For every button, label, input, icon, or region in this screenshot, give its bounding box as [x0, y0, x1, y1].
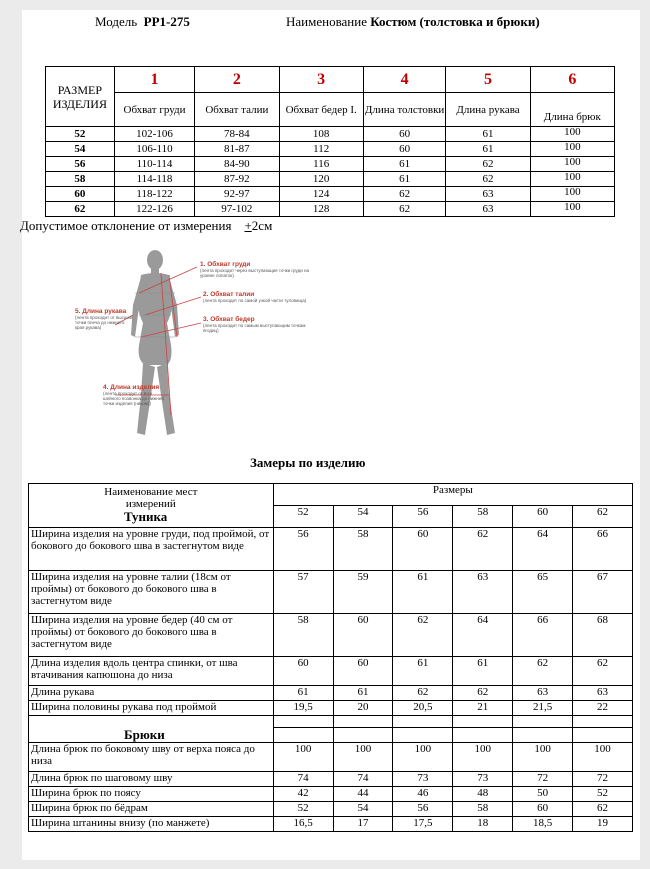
- value-cell: 100: [530, 187, 614, 202]
- measure-value: 62: [513, 657, 573, 686]
- measure-label: Ширина брюк по бёдрам: [29, 802, 274, 817]
- measure-value: 67: [573, 571, 633, 614]
- measure-value: 66: [573, 528, 633, 571]
- measure-value: 22: [573, 701, 633, 716]
- measure-value: 62: [573, 657, 633, 686]
- measure-value: 100: [333, 743, 393, 772]
- measure-value: 20: [333, 701, 393, 716]
- measure-value: 61: [453, 657, 513, 686]
- measure-row: [29, 701, 633, 716]
- measure-value: 44: [333, 787, 393, 802]
- value-cell: 60: [363, 127, 446, 142]
- value-cell: 62: [363, 202, 446, 217]
- measure-label: Длина брюк по боковому шву от верха пояса до низа: [29, 743, 274, 772]
- measure-value: 72: [513, 772, 573, 787]
- measure-value: 60: [333, 657, 393, 686]
- value-cell: 124: [279, 187, 363, 202]
- col-label: Длина брюк: [530, 93, 614, 127]
- size-row: [46, 187, 615, 202]
- measure-value: 52: [273, 802, 333, 817]
- figure-label-hips: 3. Обхват бедер (лента проходит по самым выступающим точкам ягодиц): [203, 316, 306, 333]
- size-row: [46, 157, 615, 172]
- measure-row: [29, 657, 633, 686]
- value-cell: 61: [363, 157, 446, 172]
- value-cell: 92-97: [195, 187, 279, 202]
- size-header-cell: 52: [273, 506, 333, 528]
- name-label: Наименование: [286, 14, 367, 29]
- measure-label: Ширина изделия на уровне талии (18см от проймы) от бокового до бокового шва в застегнутом виде: [29, 571, 274, 614]
- col-num: 4: [363, 67, 446, 93]
- col-label: Длина рукава: [446, 93, 530, 127]
- measure-value: 100: [273, 743, 333, 772]
- size-header-cell: 58: [453, 506, 513, 528]
- measure-value: 62: [573, 802, 633, 817]
- value-cell: 110-114: [114, 157, 194, 172]
- size-row: [46, 172, 615, 187]
- value-cell: 106-110: [114, 142, 194, 157]
- tolerance-value: 2см: [251, 218, 273, 233]
- measure-value: 60: [393, 528, 453, 571]
- measure-value: 62: [453, 528, 513, 571]
- measure-value: 50: [513, 787, 573, 802]
- measure-value: 62: [393, 614, 453, 657]
- measure-value: 63: [453, 571, 513, 614]
- spacer-cell: [29, 716, 274, 728]
- measure-value: 63: [513, 686, 573, 701]
- value-cell: 62: [363, 187, 446, 202]
- measure-value: 18,5: [513, 817, 573, 832]
- measure-value: 59: [333, 571, 393, 614]
- figure-label-sleeve: 5. Длина рукава (лента проходит от высшей точки плеча до нижнего края рукава): [75, 308, 133, 330]
- measure-section-title: Замеры по изделию: [250, 455, 366, 470]
- size-header-cell: 60: [513, 506, 573, 528]
- measure-value: 60: [513, 802, 573, 817]
- tolerance-text: Допустимое отклонение от измерения: [20, 218, 232, 233]
- name-header-cell: [29, 484, 274, 528]
- value-cell: 102-106: [114, 127, 194, 142]
- value-cell: 63: [446, 202, 530, 217]
- figure-label-chest: 1. Обхват груди (лента проходит через выступающие точки груди на уровне лопаток): [200, 261, 309, 278]
- measure-value: 46: [393, 787, 453, 802]
- value-cell: 61: [446, 142, 530, 157]
- measure-table: [28, 483, 633, 832]
- value-cell: 81-87: [195, 142, 279, 157]
- value-cell: 61: [446, 127, 530, 142]
- measure-label: Ширина изделия на уровне груди, под проймой, от бокового до бокового шва в застегнутом виде: [29, 528, 274, 571]
- measure-label: Длина изделия вдоль центра спинки, от шва втачивания капюшона до низа: [29, 657, 274, 686]
- size-header-cell: 62: [573, 506, 633, 528]
- size-row: [46, 142, 615, 157]
- value-cell: 108: [279, 127, 363, 142]
- measure-value: 58: [333, 528, 393, 571]
- measure-value: 61: [393, 657, 453, 686]
- value-cell: 62: [446, 172, 530, 187]
- measure-value: 57: [273, 571, 333, 614]
- measure-value: 100: [513, 743, 573, 772]
- measure-value: 73: [453, 772, 513, 787]
- value-cell: 78-84: [195, 127, 279, 142]
- tolerance-pm: +: [244, 218, 252, 233]
- col-num: 5: [446, 67, 530, 93]
- tunic-title: Туника: [124, 509, 168, 524]
- measure-value: 60: [333, 614, 393, 657]
- value-cell: 60: [363, 142, 446, 157]
- value-cell: 62: [446, 157, 530, 172]
- sizes-header: Размеры: [273, 484, 632, 506]
- measure-label: Ширина брюк по поясу: [29, 787, 274, 802]
- value-cell: 100: [530, 142, 614, 157]
- measure-row: [29, 802, 633, 817]
- value-cell: 87-92: [195, 172, 279, 187]
- measure-value: 100: [393, 743, 453, 772]
- measure-value: 61: [393, 571, 453, 614]
- value-cell: 114-118: [114, 172, 194, 187]
- value-cell: 118-122: [114, 187, 194, 202]
- measure-value: 68: [573, 614, 633, 657]
- measure-value: 64: [513, 528, 573, 571]
- col-num: 2: [195, 67, 279, 93]
- figure-label-length: 4. Длина изделия (лента проходит от 6-го шейного позвонка до нижней точки изделия (низом)): [103, 384, 164, 406]
- measure-label: Ширина штанины внизу (по манжете): [29, 817, 274, 832]
- measure-value: 18: [453, 817, 513, 832]
- col-label: Обхват бедер I.: [279, 93, 363, 127]
- size-table: [45, 66, 615, 217]
- measure-value: 73: [393, 772, 453, 787]
- measure-value: 100: [453, 743, 513, 772]
- measure-value: 21: [453, 701, 513, 716]
- size-header-cell: 54: [333, 506, 393, 528]
- col-num: 3: [279, 67, 363, 93]
- size-cell: 56: [46, 157, 115, 172]
- measure-row: [29, 686, 633, 701]
- model-line: [95, 14, 190, 30]
- col-num: 6: [530, 67, 614, 93]
- measure-value: 61: [273, 686, 333, 701]
- measure-row: [29, 817, 633, 832]
- measure-value: 58: [273, 614, 333, 657]
- col-label: Длина толстовки: [363, 93, 446, 127]
- measure-value: 62: [453, 686, 513, 701]
- measure-value: 19: [573, 817, 633, 832]
- value-cell: 122-126: [114, 202, 194, 217]
- value-cell: 61: [363, 172, 446, 187]
- measure-row: [29, 614, 633, 657]
- value-cell: 97-102: [195, 202, 279, 217]
- size-header-cell: 56: [393, 506, 453, 528]
- value-cell: 128: [279, 202, 363, 217]
- col-num: 1: [114, 67, 194, 93]
- name-line: [286, 14, 540, 30]
- model-label: Модель: [95, 14, 138, 29]
- figure-label-waist: 2. Обхват талии (лента проходит по самой узкой части туловища): [203, 291, 307, 303]
- value-cell: 84-90: [195, 157, 279, 172]
- size-cell: 58: [46, 172, 115, 187]
- size-row: [46, 127, 615, 142]
- measure-label: Ширина половины рукава под проймой: [29, 701, 274, 716]
- size-row: [46, 202, 615, 217]
- measure-value: 74: [333, 772, 393, 787]
- value-cell: 63: [446, 187, 530, 202]
- value-cell: 120: [279, 172, 363, 187]
- measure-value: 48: [453, 787, 513, 802]
- value-cell: 116: [279, 157, 363, 172]
- measure-value: 58: [453, 802, 513, 817]
- col-label: Обхват талии: [195, 93, 279, 127]
- measure-value: 16,5: [273, 817, 333, 832]
- value-cell: 112: [279, 142, 363, 157]
- measure-value: 61: [333, 686, 393, 701]
- measure-row: [29, 528, 633, 571]
- measure-value: 56: [393, 802, 453, 817]
- measure-value: 54: [333, 802, 393, 817]
- measure-value: 56: [273, 528, 333, 571]
- measure-value: 17: [333, 817, 393, 832]
- measurement-figure: [75, 245, 315, 445]
- value-cell: 100: [530, 127, 614, 142]
- measure-label: Длина брюк по шаговому шву: [29, 772, 274, 787]
- size-cell: 54: [46, 142, 115, 157]
- measure-value: 60: [273, 657, 333, 686]
- value-cell: 100: [530, 172, 614, 187]
- name-value: Костюм (толстовка и брюки): [370, 14, 540, 29]
- measure-value: 17,5: [393, 817, 453, 832]
- measure-label: Длина рукава: [29, 686, 274, 701]
- measure-value: 72: [573, 772, 633, 787]
- measure-value: 100: [573, 743, 633, 772]
- measure-row: [29, 571, 633, 614]
- measure-value: 42: [273, 787, 333, 802]
- size-corner-label: РАЗМЕР ИЗДЕЛИЯ: [46, 67, 115, 127]
- measure-value: 19,5: [273, 701, 333, 716]
- measure-value: 62: [393, 686, 453, 701]
- size-cell: 60: [46, 187, 115, 202]
- measure-value: 63: [573, 686, 633, 701]
- measure-label: Ширина изделия на уровне бедер (40 см от проймы) от бокового до бокового шва в застегнутом виде: [29, 614, 274, 657]
- measure-value: 20,5: [393, 701, 453, 716]
- measure-row: [29, 787, 633, 802]
- value-cell: 100: [530, 202, 614, 217]
- size-cell: 62: [46, 202, 115, 217]
- measure-value: 21,5: [513, 701, 573, 716]
- measure-value: 52: [573, 787, 633, 802]
- value-cell: 100: [530, 157, 614, 172]
- name-header: Наименование мест измерений: [104, 486, 198, 510]
- pants-title: Брюки: [29, 728, 274, 743]
- measure-value: 64: [453, 614, 513, 657]
- measure-value: 74: [273, 772, 333, 787]
- model-value: PP1-275: [143, 14, 190, 29]
- tolerance-line: [20, 218, 272, 234]
- size-cell: 52: [46, 127, 115, 142]
- measure-row: [29, 772, 633, 787]
- measure-row: [29, 743, 633, 772]
- measure-value: 65: [513, 571, 573, 614]
- measure-value: 66: [513, 614, 573, 657]
- col-label: Обхват груди: [114, 93, 194, 127]
